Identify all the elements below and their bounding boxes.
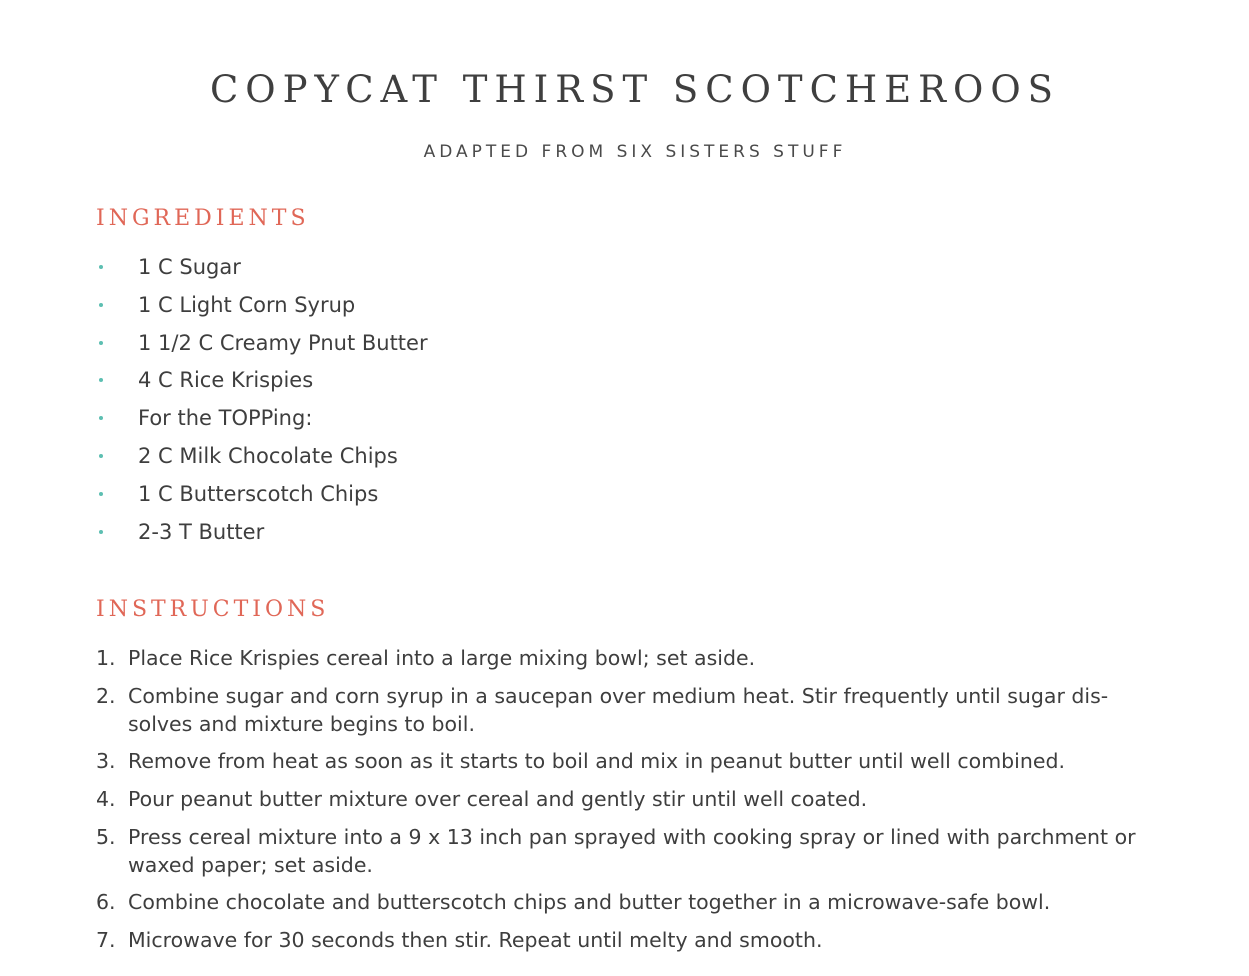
step-text: Combine chocolate and butterscotch chips and butter together in a microwave-safe bowl. xyxy=(128,890,1051,915)
bullet-dot-icon xyxy=(99,530,103,534)
step-number: 7. xyxy=(96,928,116,953)
bullet-dot-icon xyxy=(99,416,103,420)
instructions-list xyxy=(96,644,1156,964)
step-text: Place Rice Krispies cereal into a large mixing bowl; set aside. xyxy=(128,646,756,670)
step-number: 1. xyxy=(96,646,116,670)
step-number: 3. xyxy=(96,749,116,774)
instruction-step xyxy=(96,747,1156,775)
instructions-heading: INSTRUCTIONS xyxy=(96,597,330,622)
ingredient-text: 2-3 T Butter xyxy=(138,519,265,544)
bullet-dot-icon xyxy=(99,341,103,345)
step-text: Remove from heat as soon as it starts to boil and mix in peanut butter until well combined. xyxy=(128,749,1066,774)
bullet-dot-icon xyxy=(99,454,103,458)
bullet-dot-icon xyxy=(99,265,103,269)
ingredients-heading: INGREDIENTS xyxy=(96,206,310,231)
ingredient-text: 1 C Light Corn Syrup xyxy=(138,292,356,317)
step-text: Press cereal mixture into a 9 x 13 inch pan sprayed with cooking spray or lined with parchment or waxed paper; set aside. xyxy=(128,824,1136,877)
instruction-step xyxy=(96,682,1156,738)
step-number: 5. xyxy=(96,824,116,849)
ingredient-text: 1 C Butterscotch Chips xyxy=(138,481,379,506)
instruction-step xyxy=(96,823,1156,879)
recipe-subtitle: ADAPTED FROM SIX SISTERS STUFF xyxy=(423,142,847,162)
instruction-step xyxy=(96,926,1156,954)
step-number: 2. xyxy=(96,683,116,708)
instruction-step xyxy=(96,644,1156,672)
bullet-dot-icon xyxy=(99,303,103,307)
instruction-step xyxy=(96,888,1156,916)
ingredient-text: 2 C Milk Chocolate Chips xyxy=(138,443,398,468)
step-text: Microwave for 30 seconds then stir. Repeat until melty and smooth. xyxy=(128,928,823,953)
step-number: 4. xyxy=(96,787,116,812)
instruction-step xyxy=(96,785,1156,813)
step-text: Pour peanut butter mixture over cereal and gently stir until well coated. xyxy=(128,787,868,812)
recipe-title: COPYCAT THIRST SCOTCHEROOS xyxy=(209,68,1061,111)
step-text: Combine sugar and corn syrup in a saucepan over medium heat. Stir frequently until sugar dis- solves and mixture begins to boil. xyxy=(128,683,1109,736)
bullet-dot-icon xyxy=(99,378,103,382)
ingredient-text: 4 C Rice Krispies xyxy=(138,368,314,393)
ingredient-text: 1 1/2 C Creamy Pnut Butter xyxy=(138,330,428,355)
step-number: 6. xyxy=(96,890,116,915)
ingredient-text: 1 C Sugar xyxy=(138,255,241,279)
ingredient-text: For the TOPPing: xyxy=(138,406,313,431)
bullet-dot-icon xyxy=(99,492,103,496)
